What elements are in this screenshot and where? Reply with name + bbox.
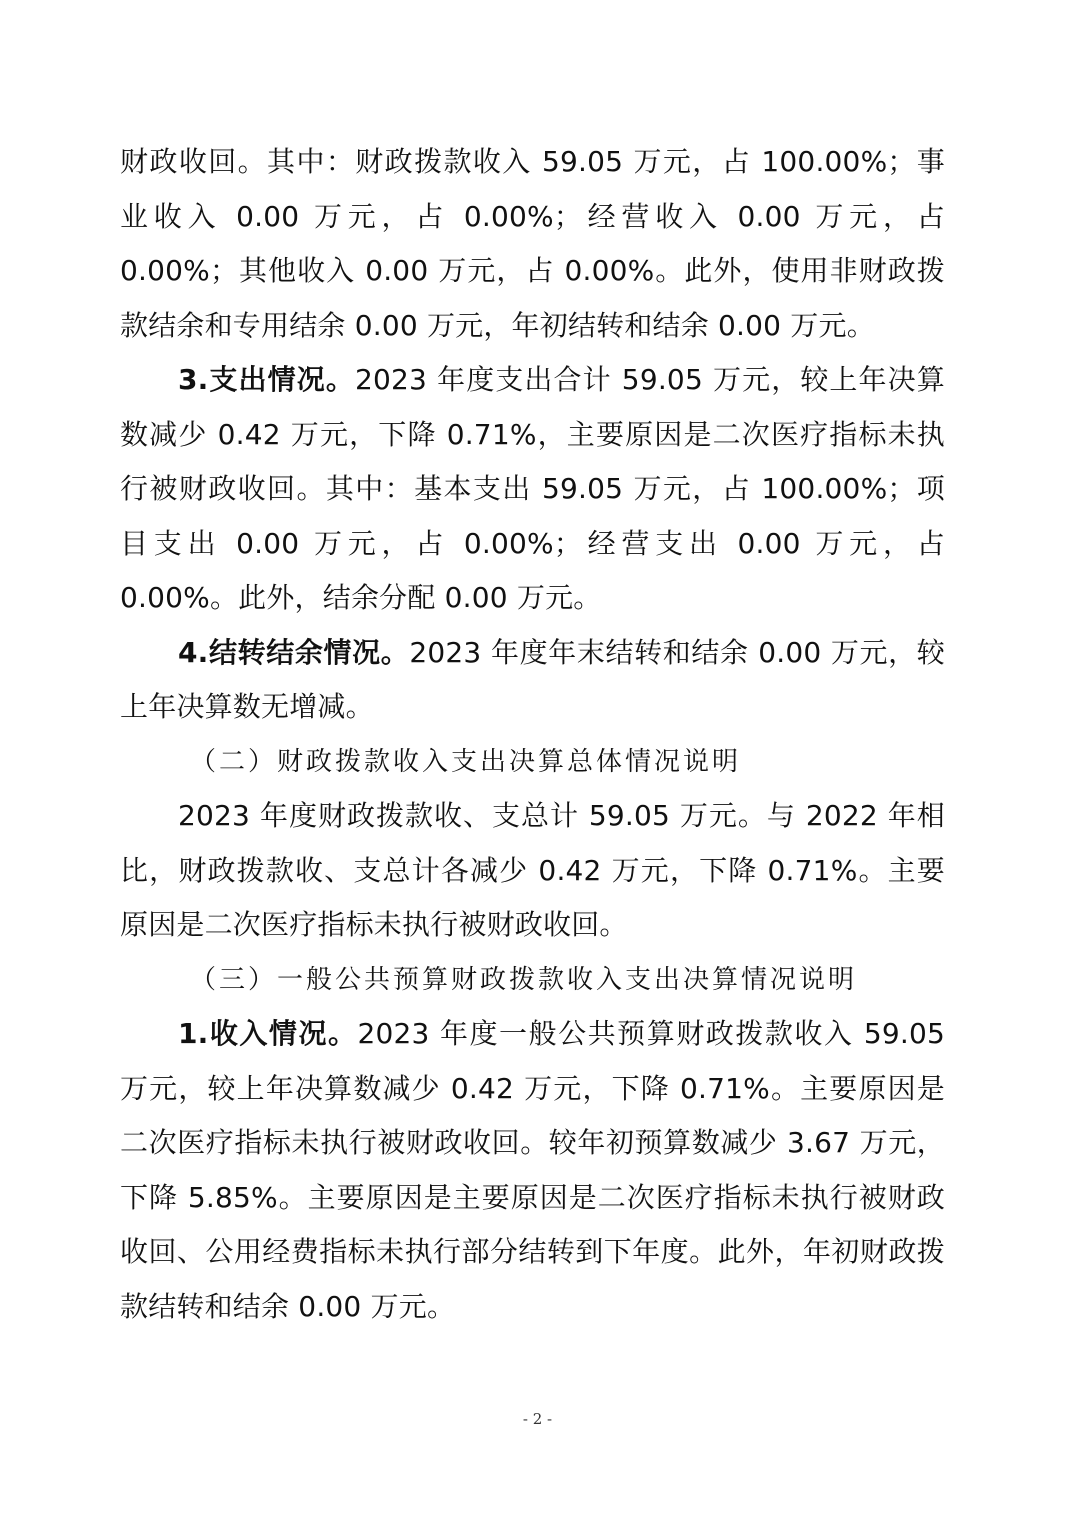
heading-general-budget: （三）一般公共预算财政拨款收入支出决算情况说明 — [190, 964, 858, 995]
paragraph-general-budget-income-body: 2023 年度一般公共预算财政拨款收入 59.05 万元，较上年决算数减少 0.42 万元，下降 0.71%。主要原因是二次医疗指标未执行被财政收回。较年初预算数减少 3.67 万元，下降 5.85%。主要原因是主要原因是二次医疗指标未执行被财政收回、公用经费指标未执行部分结转到下年度。此外，年初财政拨款结转和结余 0.00 万元。 — [120, 1017, 945, 1323]
heading-fiscal-overall: （二）财政拨款收入支出决算总体情况说明 — [190, 746, 742, 777]
section-lead-expenditure: 3.支出情况。 — [178, 363, 356, 396]
document-body — [120, 135, 945, 1334]
paragraph-fiscal-overall: 2023 年度财政拨款收、支总计 59.05 万元。与 2022 年相比，财政拨款收、支总计各减少 0.42 万元，下降 0.71%。主要原因是二次医疗指标未执行被财政收回。 — [120, 799, 945, 941]
section-lead-income: 1.收入情况。 — [178, 1017, 358, 1050]
paragraph-carryover — [120, 626, 945, 735]
page-number: - 2 - — [522, 1410, 553, 1428]
section-lead-carryover: 4.结转结余情况。 — [178, 635, 410, 669]
paragraph-general-budget-income — [120, 1007, 945, 1334]
paragraph-expenditure — [120, 353, 945, 626]
paragraph-expenditure-body: 2023 年度支出合计 59.05 万元，较上年决算数减少 0.42 万元，下降 0.71%，主要原因是二次医疗指标未执行被财政收回。其中：基本支出 59.05 万元，占 100.00%；项目支出 0.00 万元，占 0.00%；经营支出 0.00 万元，占 0.00%。此外，结余分配 0.00 万元。 — [120, 363, 945, 614]
paragraph-income-breakdown: 财政收回。其中：财政拨款收入 59.05 万元，占 100.00%；事业收入 0.00 万元，占 0.00%；经营收入 0.00 万元，占 0.00%；其他收入 0.00 万元，占 0.00%。此外，使用非财政拨款结余和专用结余 0.00 万元，年初结转和结余 0.00 万元。 — [120, 145, 945, 342]
paragraph-carryover-body: 2023 年度年末结转和结余 0.00 万元，较上年决算数无增减。 — [120, 635, 945, 723]
